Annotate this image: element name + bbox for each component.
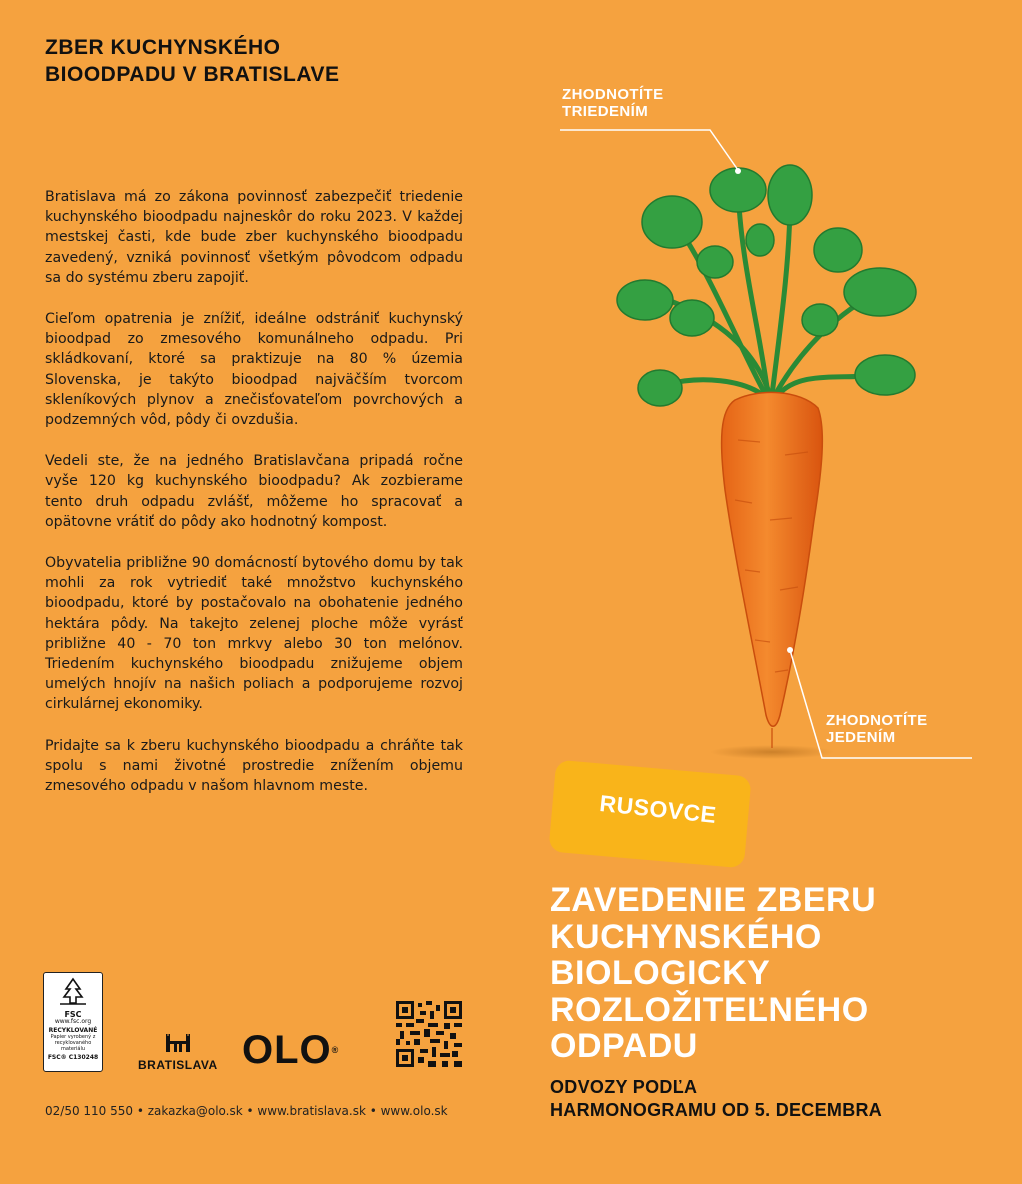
paragraph-2: Cieľom opatrenia je znížiť, ideálne odstrániť kuchynský bioodpad zo zmesového komunálneho odpadu. Pri skládkovaní, ktoré sa praktizuje na 80 % územia Slovenska, je takýto bioodpad najväčším tvorcom skleníkových plynov a znečisťovateľom povrchových a podzemných vôd, pôdy či ovzdušia. <box>45 311 463 429</box>
fsc-label: FSC <box>64 1010 82 1019</box>
fsc-recycled: RECYKLOVANÉ <box>48 1027 98 1034</box>
carrot-body <box>722 392 823 726</box>
main-headline <box>550 882 1010 1065</box>
callout-dot-bottom <box>787 647 793 653</box>
callout-top <box>562 86 664 120</box>
callout-top-line-1: ZHODNOTÍTE <box>562 86 664 103</box>
callout-dot-top <box>735 168 741 174</box>
bratislava-logo-text: BRATISLAVA <box>138 1058 218 1072</box>
district-badge-label: RUSOVCE <box>598 789 718 829</box>
callout-bottom-line-2: JEDENÍM <box>826 729 896 746</box>
headline-line-4: ROZLOŽITEĽNÉHO <box>550 990 869 1029</box>
paragraph-5: Pridajte sa k zberu kuchynského bioodpadu a chráňte tak spolu s nami životné prostredie znížením objemu zmesového odpadu v našom hlavnom meste. <box>45 737 463 795</box>
headline-line-5: ODPADU <box>550 1027 698 1065</box>
paragraph-4: Obyvatelia približne 90 domácností bytového domu by tak mohli za rok vytriediť také množstvo kuchynského bioodpadu, ktoré by postačovalo na obohatenie jedného hektára pôdy. Na takejto zelenej ploche môže vyrásť približne 40 - 70 ton mrkvy alebo 30 ton melónov. Triedením kuchynského bioodpadu znižujeme objem umelých hnojív na našich poliach a podporujeme rozvoj cirkulárnej ekonomiky. <box>45 555 463 713</box>
title-line-2: BIOODPADU V BRATISLAVE <box>45 63 340 86</box>
fsc-site: www.fsc.org <box>54 1018 92 1025</box>
fsc-note: Papier vyrobený z recyklovaného materiálu <box>50 1034 96 1052</box>
olo-logo: OLO® <box>242 1028 340 1072</box>
footer-contacts: 02/50 110 550 • zakazka@olo.sk • www.bratislava.sk • www.olo.sk <box>45 1104 448 1118</box>
subhead-line-2: HARMONOGRAMU OD 5. DECEMBRA <box>550 1100 883 1120</box>
headline-line-3: BIOLOGICKY <box>550 954 771 992</box>
headline-line-1: ZAVEDENIE ZBERU <box>550 881 877 919</box>
paragraph-1: Bratislava má zo zákona povinnosť zabezpečiť triedenie kuchynského bioodpadu najneskôr do roku 2023. V každej mestskej časti, kde bude zber kuchynského bioodpadu zavedený, vzniká povinnosť všetkým pôvodcom odpadu sa do systému zberu zapojiť. <box>45 189 463 286</box>
paragraph-3: Vedeli ste, že na jedného Bratislavčana pripadá ročne vyše 120 kg kuchynského bioodpadu? Ak zozbierame tento druh odpadu zvlášť, môžeme ho spracovať a opätovne vrátiť do pôdy ako hodnotný kompost. <box>45 453 463 530</box>
title-line-1: ZBER KUCHYNSKÉHO <box>45 36 281 59</box>
collection-subhead <box>550 1076 1010 1122</box>
callout-top-line-2: TRIEDENÍM <box>562 103 649 120</box>
fsc-code: FSC® C130248 <box>47 1054 99 1061</box>
subhead-line-1: ODVOZY PODĽA <box>550 1077 698 1097</box>
callout-bottom <box>826 712 928 746</box>
callout-bottom-line-1: ZHODNOTÍTE <box>826 712 928 729</box>
olo-logo-text: OLO <box>242 1028 332 1072</box>
headline-line-2: KUCHYNSKÉHO <box>550 917 822 956</box>
